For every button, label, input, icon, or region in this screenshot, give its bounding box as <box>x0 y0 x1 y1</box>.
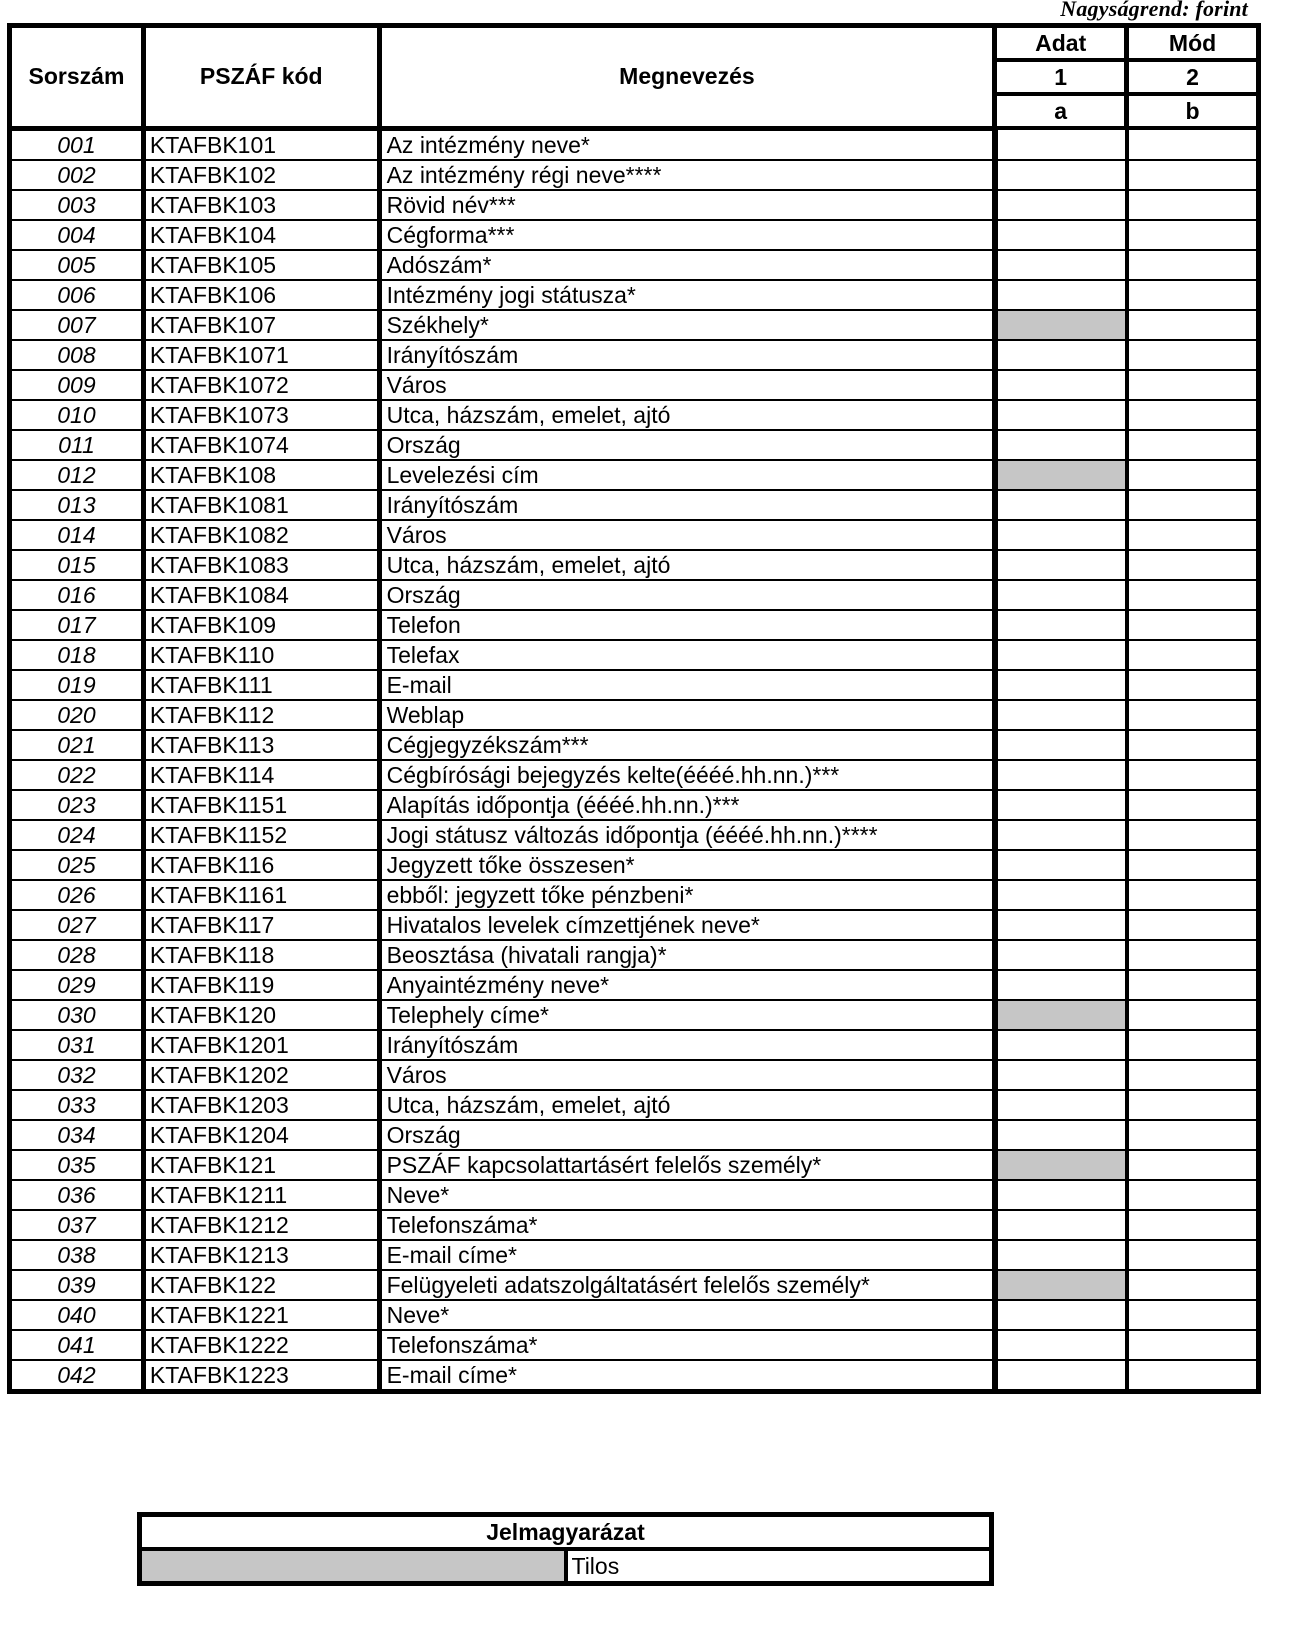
cell-mod[interactable] <box>1127 550 1259 580</box>
table-row <box>10 640 1259 670</box>
row-name: Ország <box>379 1120 995 1150</box>
table-row <box>10 490 1259 520</box>
header-mod-letter: b <box>1127 94 1259 128</box>
row-number: 013 <box>10 490 144 520</box>
cell-mod[interactable] <box>1127 1090 1259 1120</box>
row-name: Anyaintézmény neve* <box>379 970 995 1000</box>
table-body <box>10 128 1259 1391</box>
row-code: KTAFBK1152 <box>143 820 379 850</box>
row-name: Jegyzett tőke összesen* <box>379 850 995 880</box>
cell-mod[interactable] <box>1127 1240 1259 1270</box>
cell-adat[interactable] <box>995 1300 1127 1330</box>
cell-adat[interactable] <box>995 340 1127 370</box>
row-code: KTAFBK1081 <box>143 490 379 520</box>
header-adat: Adat <box>995 26 1127 61</box>
row-name: Az intézmény régi neve**** <box>379 160 995 190</box>
row-number: 005 <box>10 250 144 280</box>
table-row <box>10 730 1259 760</box>
row-number: 030 <box>10 1000 144 1030</box>
row-number: 033 <box>10 1090 144 1120</box>
table-row <box>10 610 1259 640</box>
row-code: KTAFBK1071 <box>143 340 379 370</box>
cell-adat[interactable] <box>995 760 1127 790</box>
table-row <box>10 760 1259 790</box>
header-mod: Mód <box>1127 26 1259 61</box>
table-row <box>10 160 1259 190</box>
cell-adat[interactable] <box>995 160 1127 190</box>
row-number: 036 <box>10 1180 144 1210</box>
cell-mod[interactable] <box>1127 1120 1259 1150</box>
row-name: Neve* <box>379 1180 995 1210</box>
row-name: Neve* <box>379 1300 995 1330</box>
row-code: KTAFBK1213 <box>143 1240 379 1270</box>
row-number: 034 <box>10 1120 144 1150</box>
row-name: Intézmény jogi státusza* <box>379 280 995 310</box>
table-header <box>10 26 1259 129</box>
cell-adat[interactable] <box>995 430 1127 460</box>
cell-mod[interactable] <box>1127 850 1259 880</box>
row-number: 004 <box>10 220 144 250</box>
row-code: KTAFBK1212 <box>143 1210 379 1240</box>
cell-adat[interactable] <box>995 670 1127 700</box>
cell-mod[interactable] <box>1127 220 1259 250</box>
row-code: KTAFBK1073 <box>143 400 379 430</box>
row-name: Telefax <box>379 640 995 670</box>
table-row <box>10 1240 1259 1270</box>
cell-mod[interactable] <box>1127 128 1259 160</box>
header-pszaf-kod: PSZÁF kód <box>143 26 379 129</box>
cell-mod[interactable] <box>1127 280 1259 310</box>
row-number: 019 <box>10 670 144 700</box>
row-code: KTAFBK106 <box>143 280 379 310</box>
table-row <box>10 1060 1259 1090</box>
row-number: 011 <box>10 430 144 460</box>
row-code: KTAFBK1211 <box>143 1180 379 1210</box>
cell-mod[interactable] <box>1127 820 1259 850</box>
row-number: 015 <box>10 550 144 580</box>
table-row <box>10 1150 1259 1180</box>
row-name: Telefonszáma* <box>379 1330 995 1360</box>
row-name: Város <box>379 1060 995 1090</box>
row-name: E-mail címe* <box>379 1240 995 1270</box>
row-number: 001 <box>10 128 144 160</box>
cell-adat[interactable] <box>995 850 1127 880</box>
row-name: Székhely* <box>379 310 995 340</box>
row-code: KTAFBK119 <box>143 970 379 1000</box>
row-number: 021 <box>10 730 144 760</box>
header-adat-number: 1 <box>995 60 1127 94</box>
cell-mod[interactable] <box>1127 160 1259 190</box>
row-number: 014 <box>10 520 144 550</box>
row-name: Cégjegyzékszám*** <box>379 730 995 760</box>
cell-mod[interactable] <box>1127 940 1259 970</box>
cell-mod[interactable] <box>1127 1270 1259 1300</box>
cell-adat[interactable] <box>995 128 1127 160</box>
row-number: 040 <box>10 1300 144 1330</box>
cell-mod[interactable] <box>1127 1360 1259 1392</box>
row-name: Utca, házszám, emelet, ajtó <box>379 400 995 430</box>
row-code: KTAFBK118 <box>143 940 379 970</box>
row-name: Rövid név*** <box>379 190 995 220</box>
table-row <box>10 1210 1259 1240</box>
table-row <box>10 580 1259 610</box>
row-number: 037 <box>10 1210 144 1240</box>
row-number: 003 <box>10 190 144 220</box>
cell-mod[interactable] <box>1127 490 1259 520</box>
row-number: 020 <box>10 700 144 730</box>
row-name: E-mail címe* <box>379 1360 995 1392</box>
cell-adat[interactable] <box>995 580 1127 610</box>
row-name: Utca, házszám, emelet, ajtó <box>379 1090 995 1120</box>
row-name: Irányítószám <box>379 1030 995 1060</box>
cell-mod[interactable] <box>1127 520 1259 550</box>
table-row <box>10 250 1259 280</box>
cell-adat-forbidden <box>995 1270 1127 1300</box>
row-name: E-mail <box>379 670 995 700</box>
row-number: 008 <box>10 340 144 370</box>
row-code: KTAFBK1202 <box>143 1060 379 1090</box>
row-name: Cégbírósági bejegyzés kelte(éééé.hh.nn.)*** <box>379 760 995 790</box>
row-number: 042 <box>10 1360 144 1392</box>
row-number: 031 <box>10 1030 144 1060</box>
table-row <box>10 970 1259 1000</box>
cell-adat[interactable] <box>995 220 1127 250</box>
cell-adat[interactable] <box>995 520 1127 550</box>
cell-adat[interactable] <box>995 1060 1127 1090</box>
cell-adat[interactable] <box>995 1240 1127 1270</box>
row-number: 025 <box>10 850 144 880</box>
row-name: Város <box>379 370 995 400</box>
row-number: 026 <box>10 880 144 910</box>
row-name: Felügyeleti adatszolgáltatásért felelős személy* <box>379 1270 995 1300</box>
row-code: KTAFBK101 <box>143 128 379 160</box>
row-number: 022 <box>10 760 144 790</box>
cell-adat[interactable] <box>995 970 1127 1000</box>
cell-mod[interactable] <box>1127 1180 1259 1210</box>
row-code: KTAFBK1221 <box>143 1300 379 1330</box>
row-code: KTAFBK1223 <box>143 1360 379 1392</box>
row-number: 006 <box>10 280 144 310</box>
table-row <box>10 128 1259 160</box>
row-number: 029 <box>10 970 144 1000</box>
cell-adat[interactable] <box>995 250 1127 280</box>
cell-mod[interactable] <box>1127 790 1259 820</box>
row-number: 007 <box>10 310 144 340</box>
unit-note: Nagyságrend: forint <box>1060 0 1248 21</box>
row-code: KTAFBK1204 <box>143 1120 379 1150</box>
cell-adat-forbidden <box>995 1150 1127 1180</box>
cell-adat[interactable] <box>995 820 1127 850</box>
row-number: 041 <box>10 1330 144 1360</box>
cell-adat[interactable] <box>995 370 1127 400</box>
cell-adat[interactable] <box>995 190 1127 220</box>
row-number: 017 <box>10 610 144 640</box>
row-code: KTAFBK1083 <box>143 550 379 580</box>
row-code: KTAFBK112 <box>143 700 379 730</box>
cell-mod[interactable] <box>1127 610 1259 640</box>
row-name: Ország <box>379 430 995 460</box>
row-name: PSZÁF kapcsolattartásért felelős személy* <box>379 1150 995 1180</box>
cell-mod[interactable] <box>1127 970 1259 1000</box>
cell-adat[interactable] <box>995 400 1127 430</box>
header-megnevezes: Megnevezés <box>379 26 995 129</box>
cell-adat[interactable] <box>995 730 1127 760</box>
cell-mod[interactable] <box>1127 670 1259 700</box>
cell-mod[interactable] <box>1127 580 1259 610</box>
table-row <box>10 850 1259 880</box>
cell-adat[interactable] <box>995 550 1127 580</box>
row-name: Az intézmény neve* <box>379 128 995 160</box>
cell-adat[interactable] <box>995 1180 1127 1210</box>
row-code: KTAFBK1151 <box>143 790 379 820</box>
row-name: Irányítószám <box>379 490 995 520</box>
row-name: Város <box>379 520 995 550</box>
row-name: Adószám* <box>379 250 995 280</box>
table-row <box>10 1180 1259 1210</box>
table-row <box>10 1000 1259 1030</box>
cell-mod[interactable] <box>1127 190 1259 220</box>
table-row <box>10 820 1259 850</box>
row-name: Alapítás időpontja (éééé.hh.nn.)*** <box>379 790 995 820</box>
table-row <box>10 1090 1259 1120</box>
row-name: Weblap <box>379 700 995 730</box>
row-name: Utca, házszám, emelet, ajtó <box>379 550 995 580</box>
cell-adat[interactable] <box>995 880 1127 910</box>
cell-mod[interactable] <box>1127 1060 1259 1090</box>
cell-mod[interactable] <box>1127 730 1259 760</box>
row-code: KTAFBK116 <box>143 850 379 880</box>
cell-mod[interactable] <box>1127 370 1259 400</box>
table-row <box>10 700 1259 730</box>
table-row <box>10 1330 1259 1360</box>
cell-mod[interactable] <box>1127 430 1259 460</box>
cell-adat-forbidden <box>995 460 1127 490</box>
cell-mod[interactable] <box>1127 400 1259 430</box>
cell-mod[interactable] <box>1127 460 1259 490</box>
row-number: 038 <box>10 1240 144 1270</box>
row-number: 028 <box>10 940 144 970</box>
legend-title: Jelmagyarázat <box>140 1515 992 1550</box>
cell-adat-forbidden <box>995 1000 1127 1030</box>
row-number: 023 <box>10 790 144 820</box>
row-name: Telephely címe* <box>379 1000 995 1030</box>
table-row <box>10 190 1259 220</box>
row-name: Cégforma*** <box>379 220 995 250</box>
table-row <box>10 1120 1259 1150</box>
header-mod-number: 2 <box>1127 60 1259 94</box>
table-row <box>10 520 1259 550</box>
header-adat-letter: a <box>995 94 1127 128</box>
row-number: 024 <box>10 820 144 850</box>
table-row <box>10 280 1259 310</box>
row-name: Irányítószám <box>379 340 995 370</box>
row-code: KTAFBK117 <box>143 910 379 940</box>
row-code: KTAFBK103 <box>143 190 379 220</box>
cell-mod[interactable] <box>1127 250 1259 280</box>
cell-adat[interactable] <box>995 1210 1127 1240</box>
row-name: Telefonszáma* <box>379 1210 995 1240</box>
table-row <box>10 220 1259 250</box>
row-number: 010 <box>10 400 144 430</box>
cell-mod[interactable] <box>1127 1330 1259 1360</box>
cell-adat[interactable] <box>995 1360 1127 1392</box>
table-row <box>10 790 1259 820</box>
header-sorszam: Sorszám <box>10 26 144 129</box>
row-number: 035 <box>10 1150 144 1180</box>
row-code: KTAFBK1161 <box>143 880 379 910</box>
cell-mod[interactable] <box>1127 1150 1259 1180</box>
cell-adat[interactable] <box>995 490 1127 520</box>
cell-adat[interactable] <box>995 790 1127 820</box>
cell-adat[interactable] <box>995 1090 1127 1120</box>
cell-mod[interactable] <box>1127 340 1259 370</box>
row-code: KTAFBK107 <box>143 310 379 340</box>
table-row <box>10 940 1259 970</box>
table-row <box>10 1270 1259 1300</box>
row-code: KTAFBK1084 <box>143 580 379 610</box>
cell-mod[interactable] <box>1127 640 1259 670</box>
row-name: Beosztása (hivatali rangja)* <box>379 940 995 970</box>
cell-adat-forbidden <box>995 310 1127 340</box>
row-number: 032 <box>10 1060 144 1090</box>
legend-label-forbidden: Tilos <box>566 1549 992 1584</box>
cell-mod[interactable] <box>1127 1210 1259 1240</box>
cell-mod[interactable] <box>1127 880 1259 910</box>
table-row <box>10 370 1259 400</box>
row-code: KTAFBK121 <box>143 1150 379 1180</box>
legend <box>137 1512 994 1586</box>
row-name: Jogi státusz változás időpontja (éééé.hh.nn.)**** <box>379 820 995 850</box>
cell-adat[interactable] <box>995 1120 1127 1150</box>
cell-mod[interactable] <box>1127 310 1259 340</box>
row-code: KTAFBK109 <box>143 610 379 640</box>
table-row <box>10 1360 1259 1392</box>
row-name: Hivatalos levelek címzettjének neve* <box>379 910 995 940</box>
row-code: KTAFBK1074 <box>143 430 379 460</box>
data-table <box>7 23 1261 1394</box>
cell-adat[interactable] <box>995 610 1127 640</box>
row-code: KTAFBK1201 <box>143 1030 379 1060</box>
cell-adat[interactable] <box>995 1030 1127 1060</box>
row-number: 027 <box>10 910 144 940</box>
row-number: 009 <box>10 370 144 400</box>
row-code: KTAFBK122 <box>143 1270 379 1300</box>
table-row <box>10 550 1259 580</box>
table-row <box>10 310 1259 340</box>
cell-adat[interactable] <box>995 910 1127 940</box>
legend-item <box>140 1549 992 1584</box>
row-number: 018 <box>10 640 144 670</box>
table-row <box>10 430 1259 460</box>
row-code: KTAFBK108 <box>143 460 379 490</box>
row-code: KTAFBK102 <box>143 160 379 190</box>
row-name: Ország <box>379 580 995 610</box>
table-row <box>10 400 1259 430</box>
row-code: KTAFBK114 <box>143 760 379 790</box>
row-number: 016 <box>10 580 144 610</box>
row-name: Levelezési cím <box>379 460 995 490</box>
table-row <box>10 670 1259 700</box>
cell-mod[interactable] <box>1127 700 1259 730</box>
row-code: KTAFBK111 <box>143 670 379 700</box>
row-code: KTAFBK1222 <box>143 1330 379 1360</box>
row-code: KTAFBK110 <box>143 640 379 670</box>
table-row <box>10 1030 1259 1060</box>
table-row <box>10 460 1259 490</box>
row-code: KTAFBK105 <box>143 250 379 280</box>
table-row <box>10 1300 1259 1330</box>
table-row <box>10 910 1259 940</box>
cell-adat[interactable] <box>995 700 1127 730</box>
table-row <box>10 880 1259 910</box>
row-code: KTAFBK1072 <box>143 370 379 400</box>
row-name: ebből: jegyzett tőke pénzbeni* <box>379 880 995 910</box>
cell-adat[interactable] <box>995 940 1127 970</box>
cell-mod[interactable] <box>1127 1000 1259 1030</box>
legend-swatch-forbidden <box>140 1549 566 1584</box>
row-number: 002 <box>10 160 144 190</box>
row-name: Telefon <box>379 610 995 640</box>
cell-mod[interactable] <box>1127 1300 1259 1330</box>
row-number: 012 <box>10 460 144 490</box>
cell-mod[interactable] <box>1127 910 1259 940</box>
table-row <box>10 340 1259 370</box>
row-code: KTAFBK1203 <box>143 1090 379 1120</box>
row-code: KTAFBK104 <box>143 220 379 250</box>
cell-adat[interactable] <box>995 280 1127 310</box>
cell-adat[interactable] <box>995 640 1127 670</box>
row-code: KTAFBK113 <box>143 730 379 760</box>
row-number: 039 <box>10 1270 144 1300</box>
cell-mod[interactable] <box>1127 760 1259 790</box>
row-code: KTAFBK120 <box>143 1000 379 1030</box>
cell-mod[interactable] <box>1127 1030 1259 1060</box>
row-code: KTAFBK1082 <box>143 520 379 550</box>
cell-adat[interactable] <box>995 1330 1127 1360</box>
